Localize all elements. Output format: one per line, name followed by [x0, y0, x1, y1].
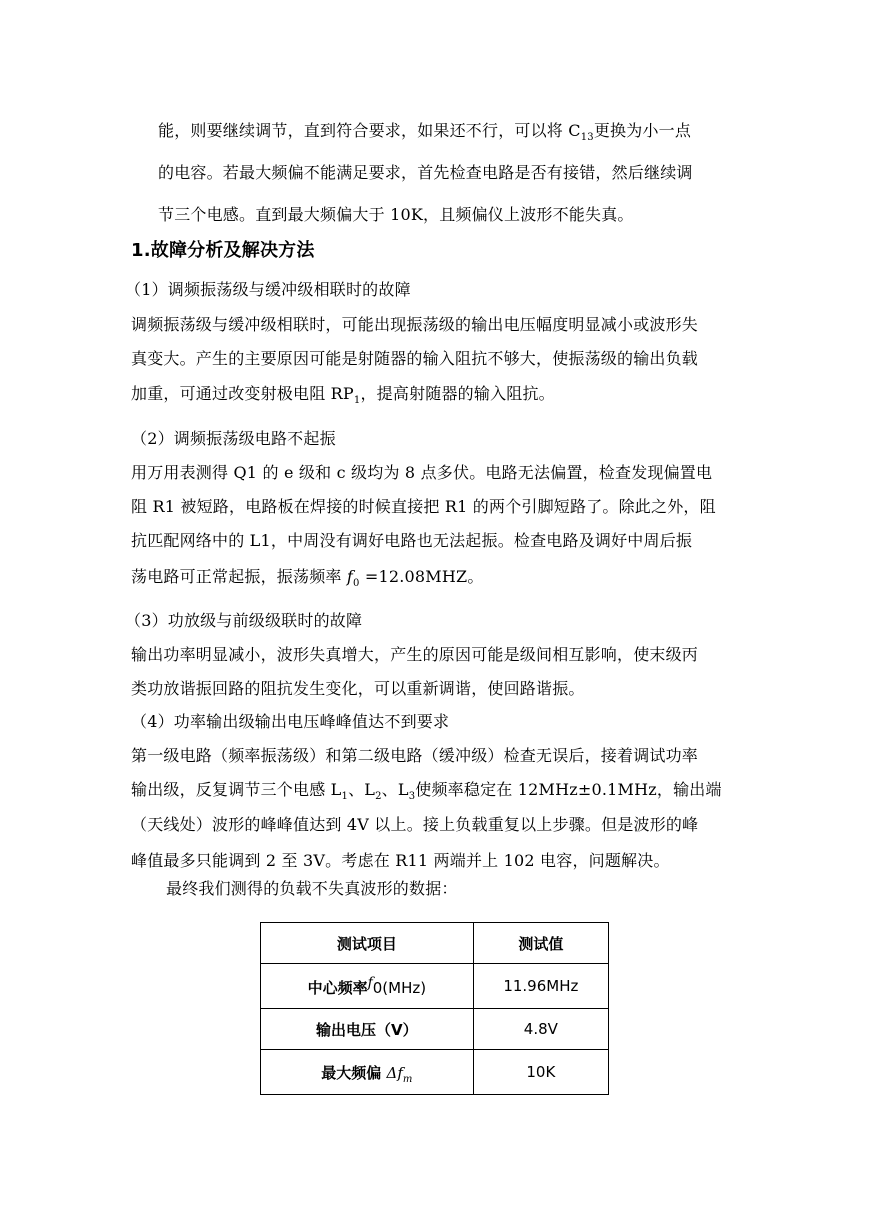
s1-text: 加重，可通过改变射极电阻 RP [131, 384, 354, 403]
table-row [261, 1009, 609, 1050]
subscript: 13 [580, 132, 594, 144]
intro-line-1 [158, 120, 691, 142]
intro-text: 更换为小一点 [593, 121, 692, 140]
header-test-value: 测试值 [473, 923, 608, 964]
s2-line-4 [131, 566, 484, 588]
section-title: 1.故障分析及解决方法 [131, 240, 315, 261]
s1-title: （1）调频振荡级与缓冲级相联时的故障 [125, 280, 411, 299]
s3-title: （3）功放级与前级级联时的故障 [125, 611, 363, 630]
f-symbol: f [367, 974, 373, 991]
s4-line-3: （天线处）波形的峰峰值达到 4V 以上。接上负载重复以上步骤。但是波形的峰 [131, 815, 699, 834]
subscript: 1 [341, 791, 349, 803]
s2-title: （2）调频振荡级电路不起振 [131, 429, 336, 448]
table-row [261, 1050, 609, 1095]
s2-line-1: 用万用表测得 Q1 的 e 级和 c 级均为 8 点多伏。电路无法偏置，检查发现偏置电 [131, 463, 713, 482]
s4-line-2: 输出级，反复调节三个电感 $L_1$、$L_2$、$L_3$使频率稳定在 12MHz±0.1MHz，输出端 [131, 780, 722, 803]
s4-line-5: 最终我们测得的负载不失真波形的数据： [166, 879, 458, 898]
delta-f-symbol: $\Delta f_m$ [386, 1063, 413, 1085]
results-table [260, 922, 609, 1095]
table-header-row [261, 923, 609, 964]
subscript: 2 [375, 791, 382, 803]
header-test-item: 测试项目 [261, 923, 474, 964]
f0-symbol: $f_0$ [346, 567, 360, 590]
s1-line-1: 调频振荡级与缓冲级相联时，可能出现振荡级的输出电压幅度明显减小或波形失 [131, 315, 699, 334]
table-row [261, 964, 609, 1009]
subscript: 3 [408, 791, 416, 803]
s1-text: ，提高射随器的输入阻抗。 [360, 384, 555, 403]
s4-title: （4）功率输出级输出电压峰峰值达不到要求 [131, 712, 450, 731]
s2-text: 荡电路可正常起振，振荡频率 [131, 567, 342, 586]
s1-line-2: 真变大。产生的主要原因可能是射随器的输入阻抗不够大，使振荡级的输出负载 [131, 349, 699, 368]
s3-line-1: 输出功率明显减小，波形失真增大，产生的原因可能是级间相互影响，使末级丙 [131, 645, 699, 664]
row-value: 11.96MHz [473, 964, 608, 1009]
intro-line-3: 节三个电感。直到最大频偏大于 10K，且频偏仪上波形不能失真。 [158, 205, 634, 224]
intro-line-2: 的电容。若最大频偏不能满足要求，首先检查电路是否有接错，然后继续调 [158, 163, 693, 182]
row-label: 最大频偏 $\Delta f_m$ [261, 1050, 474, 1095]
s2-text: =12.08MHZ。 [359, 567, 484, 586]
s1-line-3 [131, 383, 555, 405]
s2-line-2: 阻 R1 被短路，电路板在焊接的时候直接把 R1 的两个引脚短路了。除此之外，阻 [131, 497, 716, 516]
row-label: 输出电压（V） [261, 1009, 474, 1050]
intro-text: 能，则要继续调节，直到符合要求，如果还不行，可以将 C [158, 121, 581, 140]
subscript: 1 [353, 395, 361, 407]
row-value: 10K [473, 1050, 608, 1095]
s4-line-1: 第一级电路（频率振荡级）和第二级电路（缓冲级）检查无误后，接着调试功率 [131, 746, 699, 765]
s2-line-3: 抗匹配网络中的 L1，中周没有调好电路也无法起振。检查电路及调好中周后振 [131, 531, 693, 550]
s3-line-2: 类功放谐振回路的阻抗发生变化，可以重新调谐，使回路谐振。 [131, 679, 585, 698]
row-label: 中心频率$^f$0(MHz) [261, 964, 474, 1009]
row-value: 4.8V [473, 1009, 608, 1050]
s4-line-4: 峰值最多只能调到 2 至 3V。考虑在 R11 两端并上 102 电容，问题解决。 [131, 851, 670, 870]
